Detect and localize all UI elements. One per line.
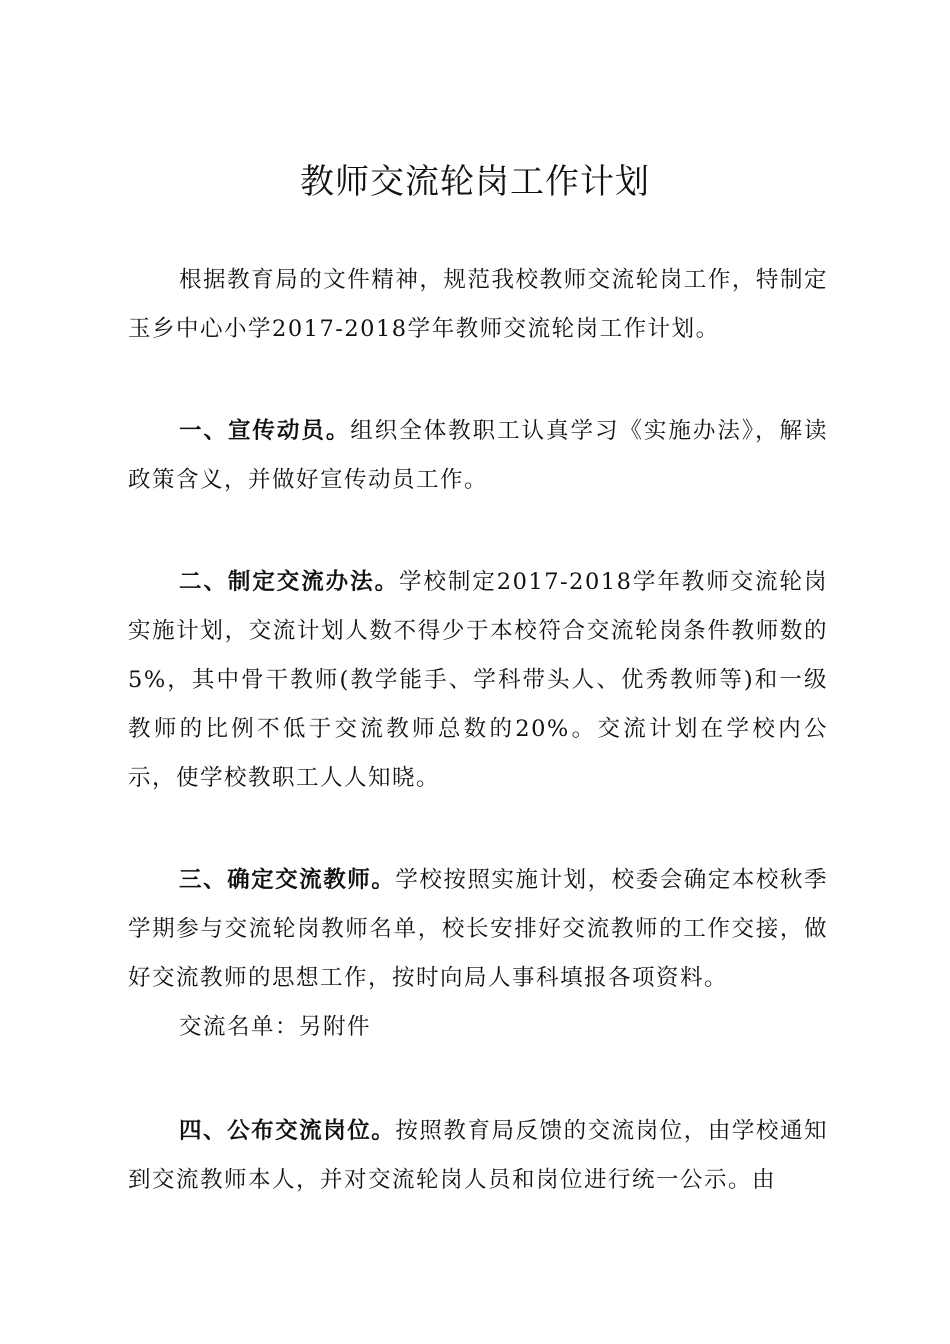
section-1-heading: 一、宣传动员。 — [179, 418, 351, 444]
intro-paragraph: 根据教育局的文件精神，规范我校教师交流轮岗工作，特制定玉乡中心小学2017-2018学年教师交流轮岗工作计划。 — [128, 267, 828, 342]
section-3-note: 交流名单：另附件 — [179, 1014, 372, 1040]
section-1-body: 组织全体教职工认真学习《实施办法》，解读政策含义，并做好宣传动员工作。 — [128, 418, 828, 493]
section-2-body: 学校制定2017-2018学年教师交流轮岗实施计划，交流计划人数不得少于本校符合交流轮岗条件教师数的5%，其中骨干教师(教学能手、学科带头人、优秀教师等)和一级教师的比例不低于交流教师总数的20%。交流计划在学校内公示，使学校教职工人人知晓。 — [128, 569, 828, 791]
section-3-body: 学校按照实施计划，校委会确定本校秋季学期参与交流轮岗教师名单，校长安排好交流教师的工作交接，做好交流教师的思想工作，按时向局人事科填报各项资料。 — [128, 867, 828, 991]
section-4-body: 按照教育局反馈的交流岗位，由学校通知到交流教师本人，并对交流轮岗人员和岗位进行统一公示。由 — [128, 1118, 828, 1193]
section-2-paragraph — [128, 558, 828, 803]
section-3-heading: 三、确定交流教师。 — [179, 867, 396, 893]
section-1-paragraph — [128, 407, 828, 505]
section-2-heading: 二、制定交流办法。 — [179, 569, 400, 595]
section-3-paragraph — [128, 856, 828, 1003]
section-4-paragraph — [128, 1107, 828, 1205]
section-4-heading: 四、公布交流岗位。 — [179, 1118, 396, 1144]
document-title: 教师交流轮岗工作计划 — [300, 162, 650, 202]
